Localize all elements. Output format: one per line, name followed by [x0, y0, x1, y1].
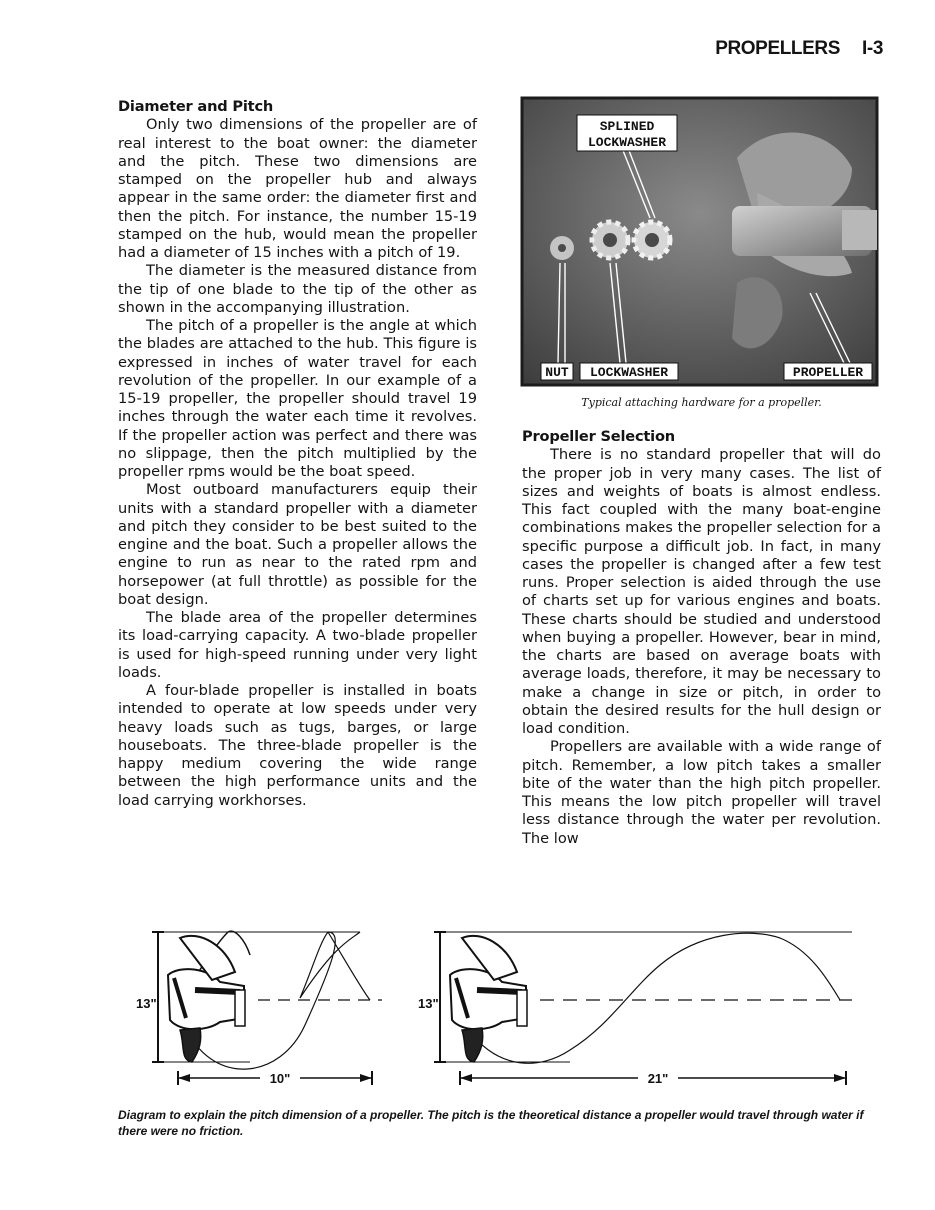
section-heading-diameter-pitch: Diameter and Pitch: [118, 98, 274, 115]
paragraph: There is no standard propeller that will do the proper job in very many cases. The list of sizes and weights of boats is almost endless. This fact coupled with the many boat-engine combinations makes the propeller selection for a specific purpose a difficult job. In fact, in many cases the propeller is changed after a few test runs. Proper selection is aided through the use of charts set up for various engines and boats. These charts should be studied and understood when buying a propeller. However, bear in mind, the charts are based on average boats with average loads, therefore, it may be necessary to make a change in size or pitch, in order to obtain the desired results for the hull design or load condition.: [522, 446, 881, 737]
label-lockwasher-upper-text: LOCKWASHER: [587, 135, 667, 150]
paragraph: Only two dimensions of the propeller are of real interest to the boat owner: the diameter and the pitch. These two dimensions are stamped on the propeller hub and always appear in the same order: the diameter first and then the pitch. For instance, the number 15-19 stamped on the hub, would mean the propeller had a diameter of 15 inches with a pitch of 19.: [118, 116, 477, 261]
paragraph: Most outboard manufacturers equip their units with a standard propeller with a diameter and pitch they consider to be best suited to the engine and the boat. Such a propeller allows the engine to run as near to the rated rpm and horsepower (at full throttle) as possible for the boat design.: [118, 481, 477, 608]
photo-caption: Typical attaching hardware for a propeller.: [581, 396, 822, 409]
paragraph: The diameter is the measured distance from the tip of one blade to the tip of the other as shown in the accompanying illustration.: [118, 262, 477, 316]
pitch-diagram: [136, 920, 870, 1100]
pitch-panel-short: [136, 931, 382, 1086]
page-number: I-3: [862, 38, 883, 59]
label-nut: [541, 363, 573, 380]
pitch-panel-long: [418, 932, 852, 1086]
diameter-label-long: 13": [418, 996, 439, 1011]
pitch-label-short: 10": [269, 1071, 291, 1086]
paragraph: Propellers are available with a wide range of pitch. Remember, a low pitch takes a smaller bite of the water than the high pitch propeller. This means the low pitch propeller will travel less distance through the water per revolution. The low: [522, 738, 881, 847]
propeller-sketch-2: [450, 936, 527, 1062]
label-propeller: [784, 363, 872, 380]
label-lockwasher: [580, 363, 678, 380]
section-heading-propeller-selection: Propeller Selection: [522, 428, 675, 445]
pitch-label-long: 21": [647, 1071, 669, 1086]
figure-caption: Diagram to explain the pitch dimension of a propeller. The pitch is the theoretical distance a propeller would travel through water if there were no friction.: [118, 1108, 864, 1138]
hardware-photo: [522, 98, 877, 385]
right-column: [522, 428, 881, 848]
diameter-label-short: 13": [136, 996, 157, 1011]
nut-image: [550, 236, 574, 260]
label-lockwasher-text: LOCKWASHER: [589, 365, 669, 380]
section-title: PROPELLERS: [715, 38, 841, 59]
left-column: [118, 98, 477, 810]
running-head: [715, 38, 883, 60]
paragraph: The pitch of a propeller is the angle at which the blades are attached to the hub. This figure is expressed in inches of water travel for each revolution of the propeller. In our example of a 15-19 propeller, the propeller should travel 19 inches through the water each time it revolves. If the propeller action was perfect and there was no slippage, then the pitch multiplied by the propeller rpms would be the boat speed.: [118, 317, 477, 480]
propeller-sketch-1: [168, 936, 245, 1062]
paragraph: The blade area of the propeller determines its load-carrying capacity. A two-blade propeller is used for high-speed running under very light loads.: [118, 609, 477, 681]
label-propeller-text: PROPELLER: [792, 365, 864, 380]
paragraph: A four-blade propeller is installed in boats intended to operate at low speeds under very heavy loads such as tugs, barges, or large houseboats. The three-blade propeller is the happy medium covering the wide range between the high performance units and the load carrying workhorses.: [118, 682, 477, 809]
label-splined-lockwasher: [577, 115, 677, 151]
label-splined-text: SPLINED: [599, 119, 655, 134]
label-nut-text: NUT: [545, 365, 569, 380]
